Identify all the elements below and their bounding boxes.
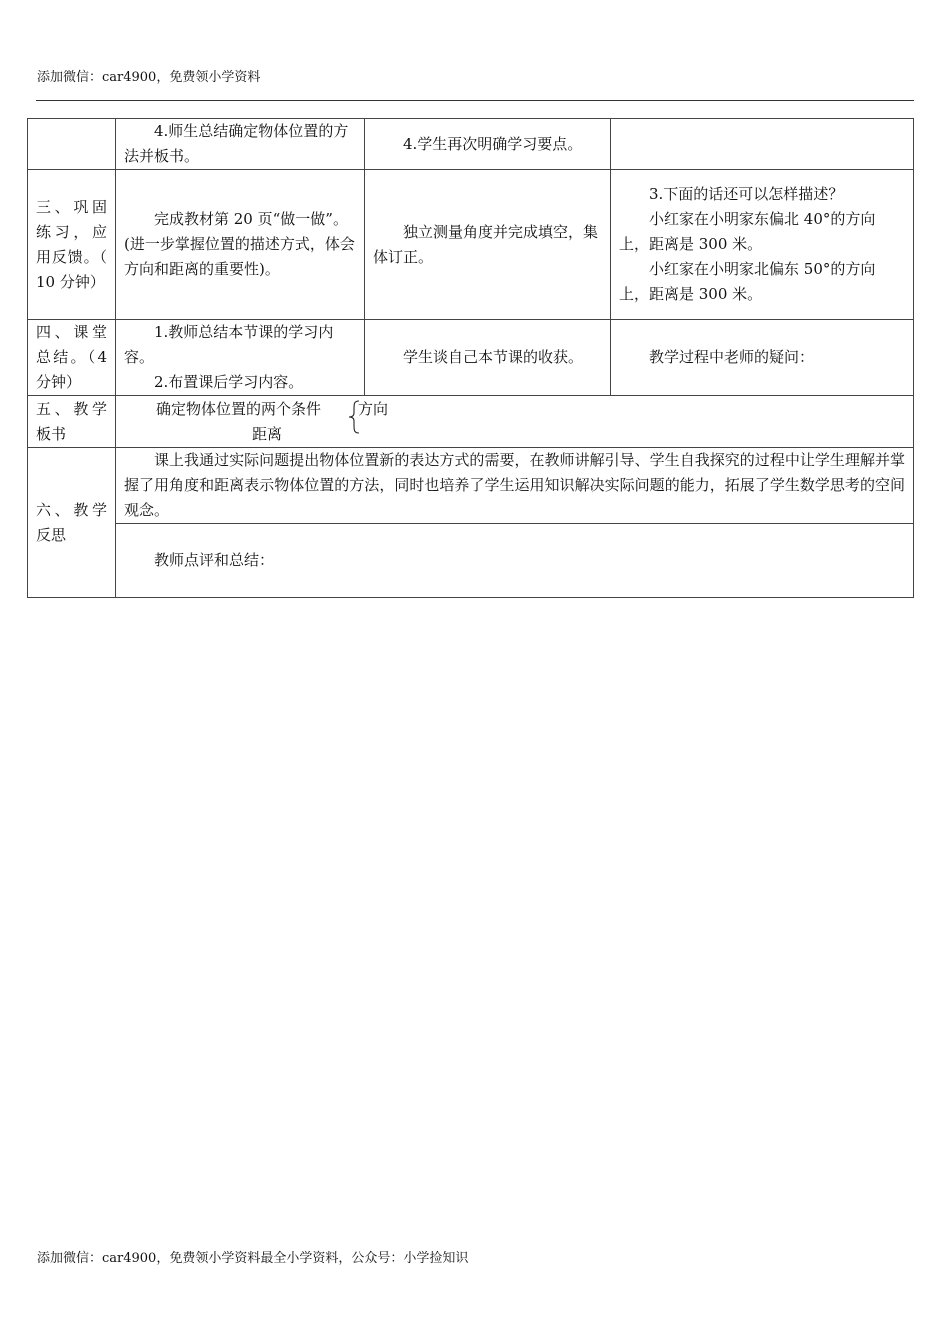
teacher-activity-cell: 完成教材第 20 页“做一做”。(进一步掌握位置的描述方式，体会方向和距离的重要性)。 [116, 170, 365, 320]
lesson-plan-table [27, 118, 914, 598]
table-row-summary-method [28, 119, 914, 170]
stage-label-practice: 三、巩固练习，应用反馈。（ 10 分钟） [28, 170, 116, 320]
table-row-practice [28, 170, 914, 320]
practice-question: 3.下面的话还可以怎样描述？ [649, 185, 844, 203]
practice-answer-1: 小红家在小明家东偏北 40°的方向上，距离是 300 米。 [619, 210, 876, 253]
reflection-text: 课上我通过实际问题提出物体位置新的表达方式的需要，在教师讲解引导、学生自我探究的过程中让学生理解并掌握了用角度和距离表示物体位置的方法，同时也培养了学生运用知识解决实际问题的能力，拓展了学生数学思考的空间观念。 [116, 448, 914, 524]
stage-label-reflection: 六、教学反思 [28, 448, 116, 598]
student-activity-cell: 4.学生再次明确学习要点。 [365, 119, 611, 170]
board-distance-text: 距离 [252, 424, 283, 443]
board-condition-text: 确定物体位置的两个条件 [156, 399, 322, 418]
table-row-comment [28, 524, 914, 598]
stage-label-board: 五、教学板书 [28, 396, 116, 448]
summary-item-2: 2.布置课后学习内容。 [154, 373, 304, 391]
board-diagram [124, 397, 905, 447]
header-divider [36, 100, 914, 101]
page-footer-text: 添加微信：car4900，免费领小学资料最全小学资料，公众号：小学捡知识 [37, 1251, 469, 1266]
table-row-reflection [28, 448, 914, 524]
board-direction-text: 方向 [358, 399, 389, 418]
board-content-cell [116, 396, 914, 448]
practice-answer-2: 小红家在小明家北偏东 50°的方向上，距离是 300 米。 [619, 260, 876, 303]
teacher-activity-cell [116, 320, 365, 396]
student-activity-cell: 学生谈自己本节课的收获。 [365, 320, 611, 396]
student-activity-cell: 独立测量角度并完成填空，集体订正。 [365, 170, 611, 320]
stage-label-summary: 四、课堂总结。（4 分钟） [28, 320, 116, 396]
note-cell [611, 170, 914, 320]
table-row-summary [28, 320, 914, 396]
teacher-comment-text: 教师点评和总结： [116, 524, 914, 598]
table-row-board [28, 396, 914, 448]
page-header-text: 添加微信：car4900，免费领小学资料 [37, 70, 261, 85]
teacher-activity-cell: 4.师生总结确定物体位置的方法并板书。 [116, 119, 365, 170]
note-cell: 教学过程中老师的疑问： [611, 320, 914, 396]
summary-item-1: 1.教师总结本节课的学习内容。 [124, 323, 334, 366]
stage-cell-empty [28, 119, 116, 170]
note-cell-empty [611, 119, 914, 170]
